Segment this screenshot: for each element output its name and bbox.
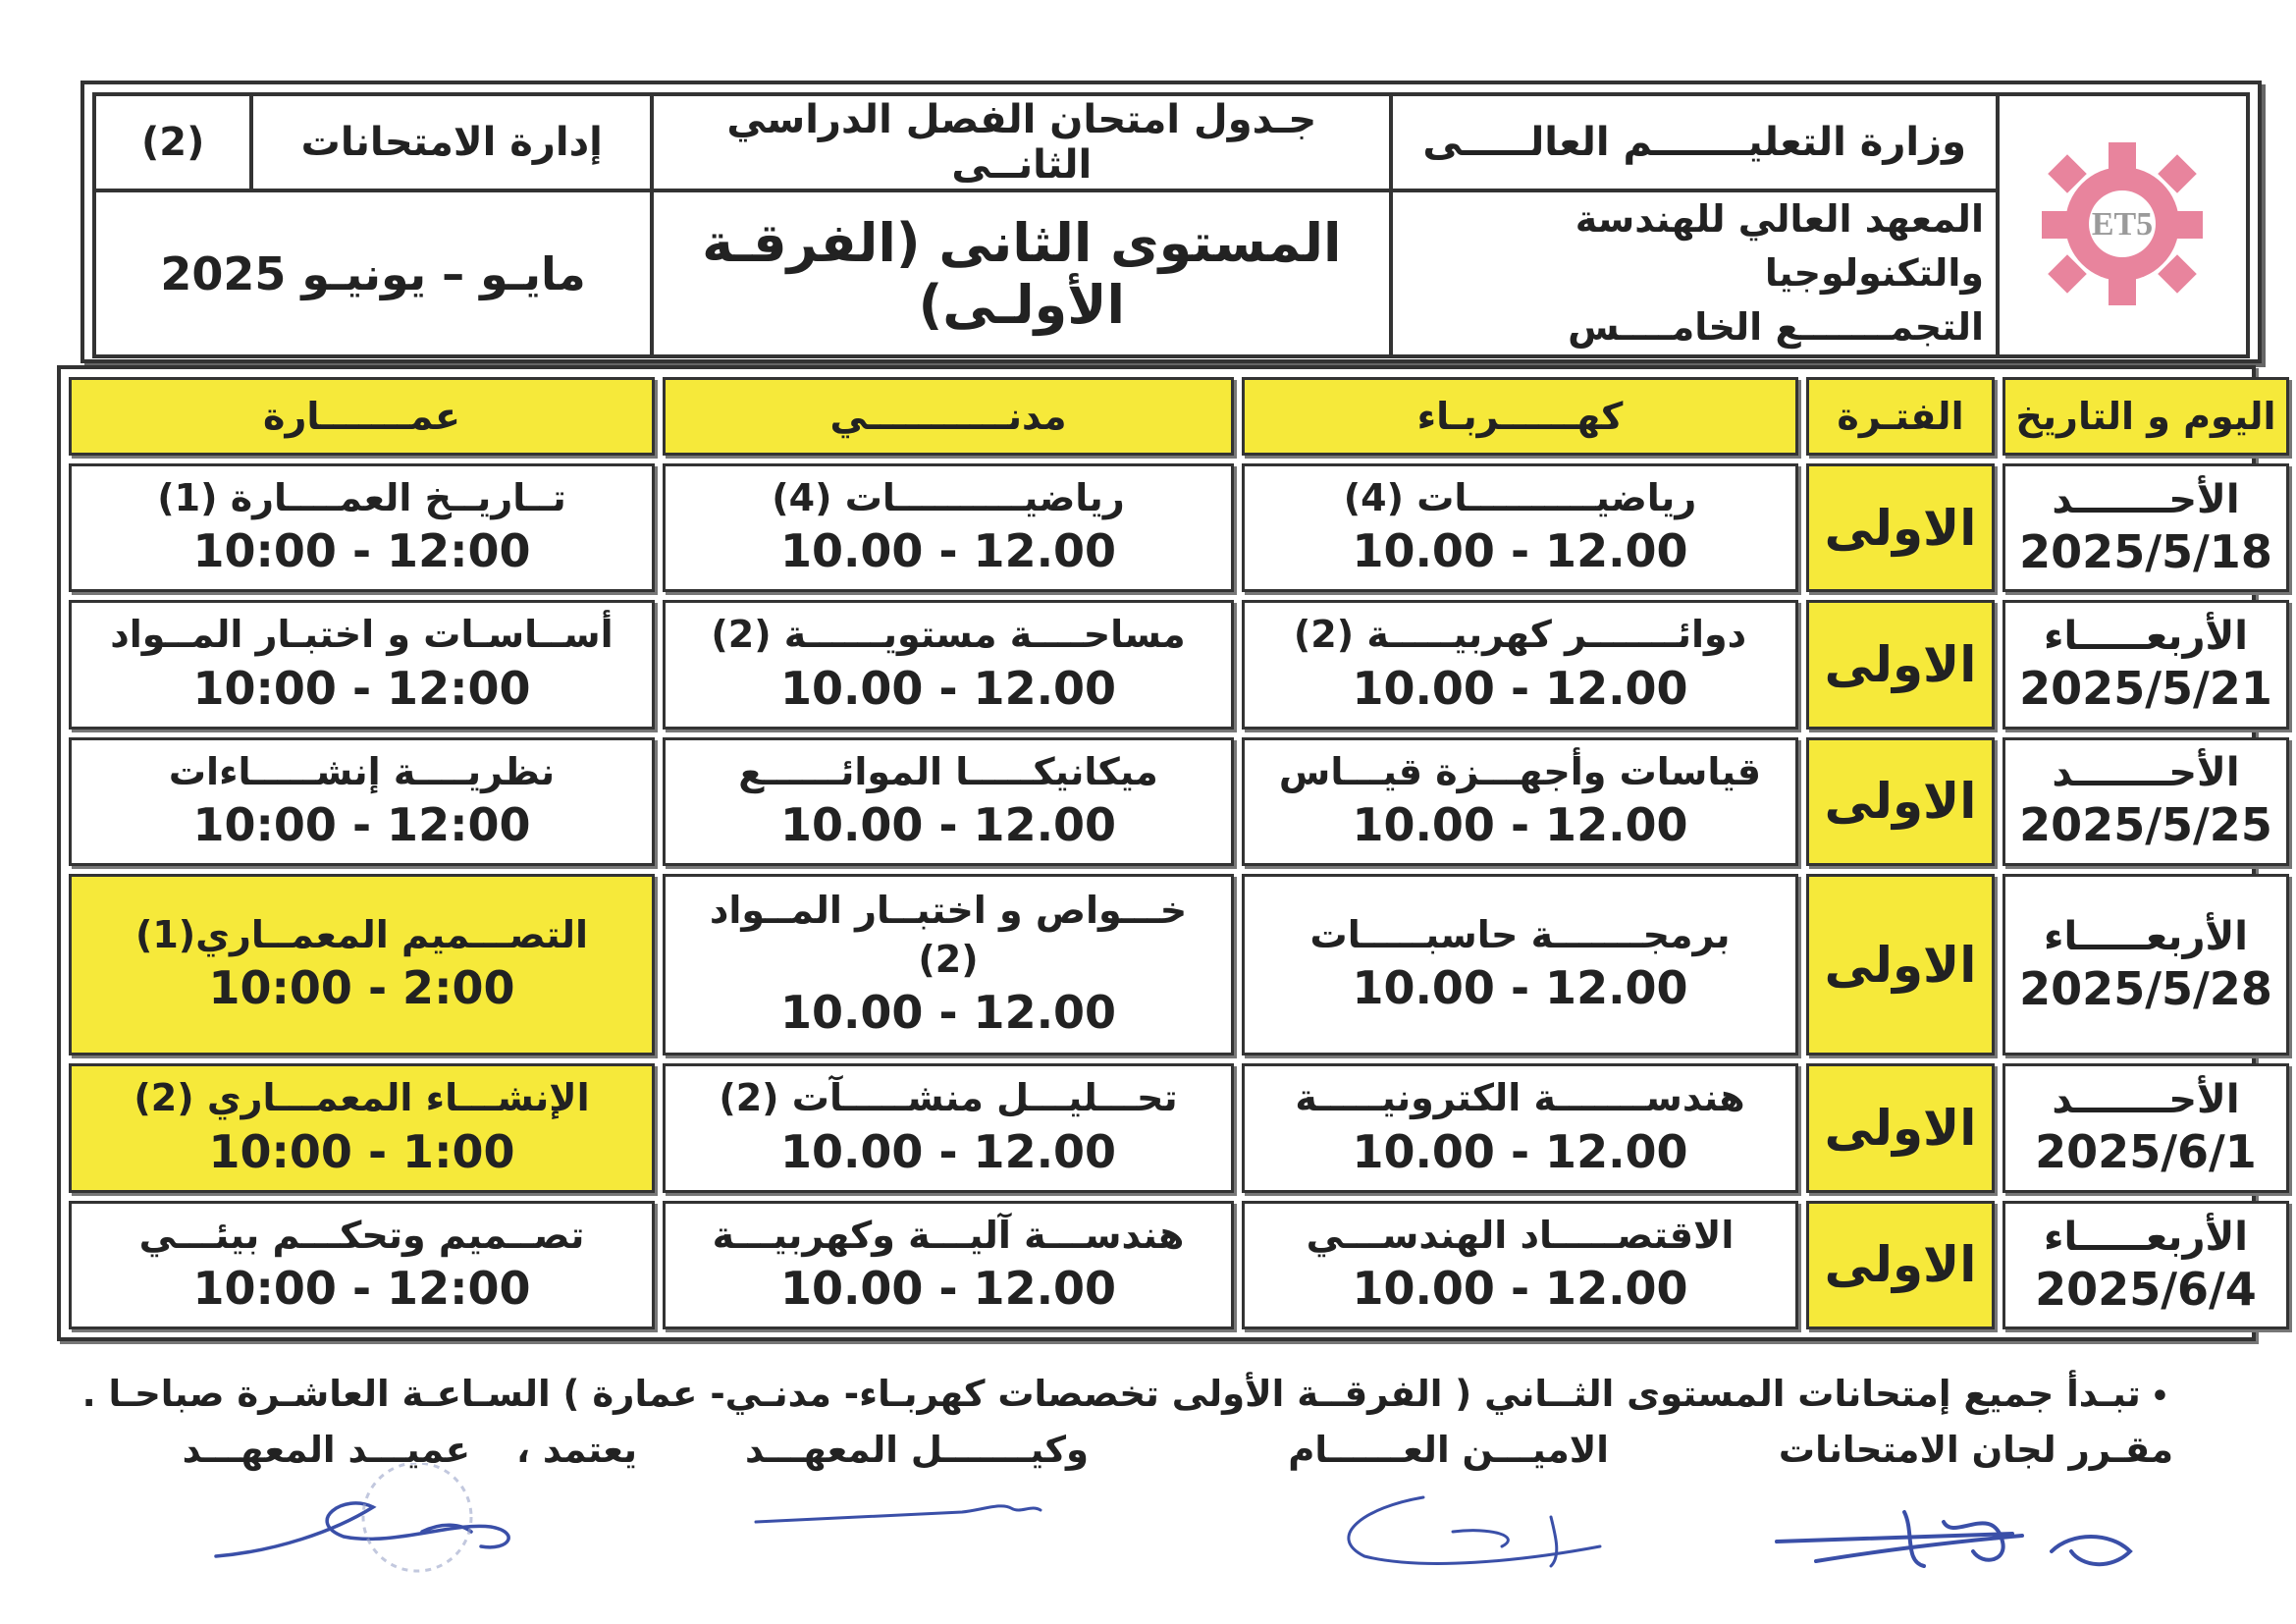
exam-date: 2025/5/21 [2019, 662, 2272, 716]
architecture-exam-cell [69, 600, 655, 729]
exam-time: 10.00 - 12.00 [779, 1124, 1117, 1178]
period-cell: الاولى [1806, 1063, 1995, 1192]
civil-exam-cell [663, 600, 1234, 729]
exam-date: 2025/6/1 [2035, 1125, 2257, 1179]
electrical-exam-cell [1242, 1201, 1798, 1329]
civil-exam-cell [663, 874, 1234, 1056]
electrical-exam-cell [1242, 874, 1798, 1056]
col-header-architecture: عمـــــــارة [69, 377, 655, 456]
subject-name: رياضيــــــــــات (4) [772, 476, 1125, 520]
signatory-secretary-general: الاميـــن العــــــام [1288, 1429, 1609, 1471]
day-name: الأربعـــــاء [2044, 614, 2248, 660]
subject-name: قياسات وأجهـــزة قيـــاس [1278, 749, 1762, 793]
subject-name: مساحــــة مستويــــــة (2) [711, 613, 1186, 657]
subject-name: أســاسـات و اختبـار المــواد [110, 613, 614, 657]
day-name: الأربعـــــاء [2044, 1214, 2248, 1260]
exam-time: 10.00 - 12.00 [1352, 661, 1688, 715]
civil-exam-cell [663, 1063, 1234, 1192]
period-cell: الاولى [1806, 600, 1995, 729]
logo-cell [1998, 94, 2248, 356]
day-date-cell [2002, 463, 2289, 592]
subject-name: الإنشـــاء المعمـــاري (2) [133, 1076, 590, 1120]
department-name: إدارة الامتحانات [251, 94, 652, 190]
day-date-cell [2002, 600, 2289, 729]
day-date-cell [2002, 1201, 2289, 1329]
signature-vice-dean [746, 1483, 1060, 1542]
ministry-name: وزارة التعليـــــــم العالـــــى [1391, 94, 1998, 190]
day-name: الأحـــــــد [2052, 1077, 2240, 1123]
subject-name: ميكانيكـــــا الموائــــــع [738, 749, 1158, 793]
col-header-electrical: كهــــــربـاء [1242, 377, 1798, 456]
col-header-civil: مدنـــــــــــي [663, 377, 1234, 456]
exam-time: 10:00 - 2:00 [208, 961, 515, 1015]
exam-time: 10.00 - 12.00 [779, 1262, 1117, 1316]
signature-dean [196, 1463, 609, 1581]
subject-name: تصــميم وتحكـــم بيئـــي [138, 1213, 585, 1257]
signature-exam-committee [1757, 1473, 2189, 1591]
institute-name [1391, 190, 1998, 356]
bullet-icon: • [2150, 1380, 2169, 1414]
day-date-cell [2002, 874, 2289, 1056]
period-cell: الاولى [1806, 737, 1995, 866]
table-row [69, 874, 2289, 1056]
table-row [69, 1063, 2289, 1192]
day-name: الأحـــــــد [2052, 750, 2240, 796]
period-cell: الاولى [1806, 874, 1995, 1056]
signatory-exam-committee: مقـرر لجان الامتحانات [1778, 1429, 2173, 1471]
col-header-period: الفتـرة [1806, 377, 1995, 456]
exam-time: 10.00 - 12.00 [1352, 1124, 1688, 1178]
note-text: تبـدأ جميع إمتحانات المستوى الثــاني ( الفرقــة الأولى تخصصات كهربـاء- مدنـي- عمارة ) السـاعـة العاشـرة صباحـا . [81, 1373, 2141, 1415]
col-header-day-date: اليوم و التاريخ [2002, 377, 2289, 456]
subject-name: التصـــميم المعمــاري(1) [134, 913, 589, 957]
period-cell: الاولى [1806, 463, 1995, 592]
electrical-exam-cell [1242, 1063, 1798, 1192]
exam-date: 2025/5/28 [2019, 961, 2272, 1015]
subject-name: دوائـــــــر كهربيـــــة (2) [1293, 613, 1747, 657]
architecture-exam-cell-highlighted [69, 1063, 655, 1192]
subject-name: تحـــليـــل منشـــــآت (2) [719, 1076, 1178, 1120]
exam-time: 10:00 - 12:00 [192, 524, 531, 578]
schedule-table [61, 369, 2296, 1337]
table-row [69, 1201, 2289, 1329]
architecture-exam-cell [69, 737, 655, 866]
table-header-row [69, 377, 2289, 456]
day-date-cell [2002, 1063, 2289, 1192]
electrical-exam-cell [1242, 737, 1798, 866]
day-name: الأربعـــــاء [2044, 913, 2248, 959]
subject-name: الاقتصـــــاد الهندســـي [1306, 1213, 1735, 1257]
subject-name: رياضيــــــــــات (4) [1343, 476, 1697, 520]
exam-time: 10.00 - 12.00 [779, 986, 1117, 1040]
table-row [69, 600, 2289, 729]
architecture-exam-cell [69, 463, 655, 592]
institute-line-1: المعهد العالي للهندسة والتكنولوجيا [1575, 197, 1984, 296]
exam-time: 10:00 - 12:00 [192, 661, 531, 715]
approval-label: يعتمد ، [516, 1429, 637, 1471]
architecture-exam-cell-highlighted [69, 874, 655, 1056]
table-row [69, 463, 2289, 592]
logo-text: ET5 [2092, 205, 2154, 243]
day-date-cell [2002, 737, 2289, 866]
header-table [92, 92, 2250, 358]
institute-logo [2024, 131, 2220, 317]
exam-date: 2025/5/25 [2019, 798, 2272, 852]
electrical-exam-cell [1242, 600, 1798, 729]
exam-time: 10:00 - 12:00 [192, 797, 531, 851]
civil-exam-cell [663, 463, 1234, 592]
exam-time: 10:00 - 12:00 [192, 1262, 531, 1316]
subject-name: هندســـة آليـــة وكهربيـــة [712, 1213, 1185, 1257]
footer-note [59, 1373, 2169, 1415]
exam-period: مايـو – يونيـو 2025 [94, 190, 652, 356]
exam-time: 10.00 - 12.00 [1352, 961, 1688, 1015]
subject-name: تــاريــخ العمــــارة (1) [157, 476, 566, 520]
signatory-vice-dean: وكيـــــــل المعهـــد [744, 1429, 1089, 1471]
civil-exam-cell [663, 1201, 1234, 1329]
period-cell: الاولى [1806, 1201, 1995, 1329]
architecture-exam-cell [69, 1201, 655, 1329]
signatory-dean: عميـــد المعهـــد [182, 1429, 470, 1471]
schedule-title: جـدول امتحان الفصل الدراسي الثانــى [652, 94, 1391, 190]
exam-time: 10.00 - 12.00 [779, 797, 1117, 851]
subject-name: برمجـــــــة حاسبـــــات [1309, 913, 1731, 957]
table-row [69, 737, 2289, 866]
civil-exam-cell [663, 737, 1234, 866]
subject-name: هندســـــــة الكترونيـــــة [1295, 1076, 1745, 1120]
exam-schedule [57, 365, 2276, 1341]
signature-secretary-general [1306, 1478, 1610, 1586]
level-title: المستوى الثانى (الفرقـة الأولـى) [652, 190, 1391, 356]
subject-name: نظريــــة إنشـــــاءات [168, 749, 556, 793]
exam-date: 2025/6/4 [2035, 1262, 2257, 1316]
subject-name: خـــواص و اختبــار المــواد (2) [709, 889, 1188, 981]
exam-date: 2025/5/18 [2019, 524, 2272, 578]
institute-line-2: التجمـــــــع الخامــــس [1568, 305, 1984, 350]
page-number: (2) [94, 94, 251, 190]
exam-time: 10.00 - 12.00 [1352, 524, 1688, 578]
electrical-exam-cell [1242, 463, 1798, 592]
exam-time: 10:00 - 1:00 [208, 1124, 515, 1178]
day-name: الأحـــــــد [2052, 476, 2240, 522]
exam-time: 10.00 - 12.00 [779, 524, 1117, 578]
header-box [80, 81, 2262, 363]
exam-time: 10.00 - 12.00 [1352, 1262, 1688, 1316]
exam-time: 10.00 - 12.00 [1352, 797, 1688, 851]
exam-time: 10.00 - 12.00 [779, 661, 1117, 715]
